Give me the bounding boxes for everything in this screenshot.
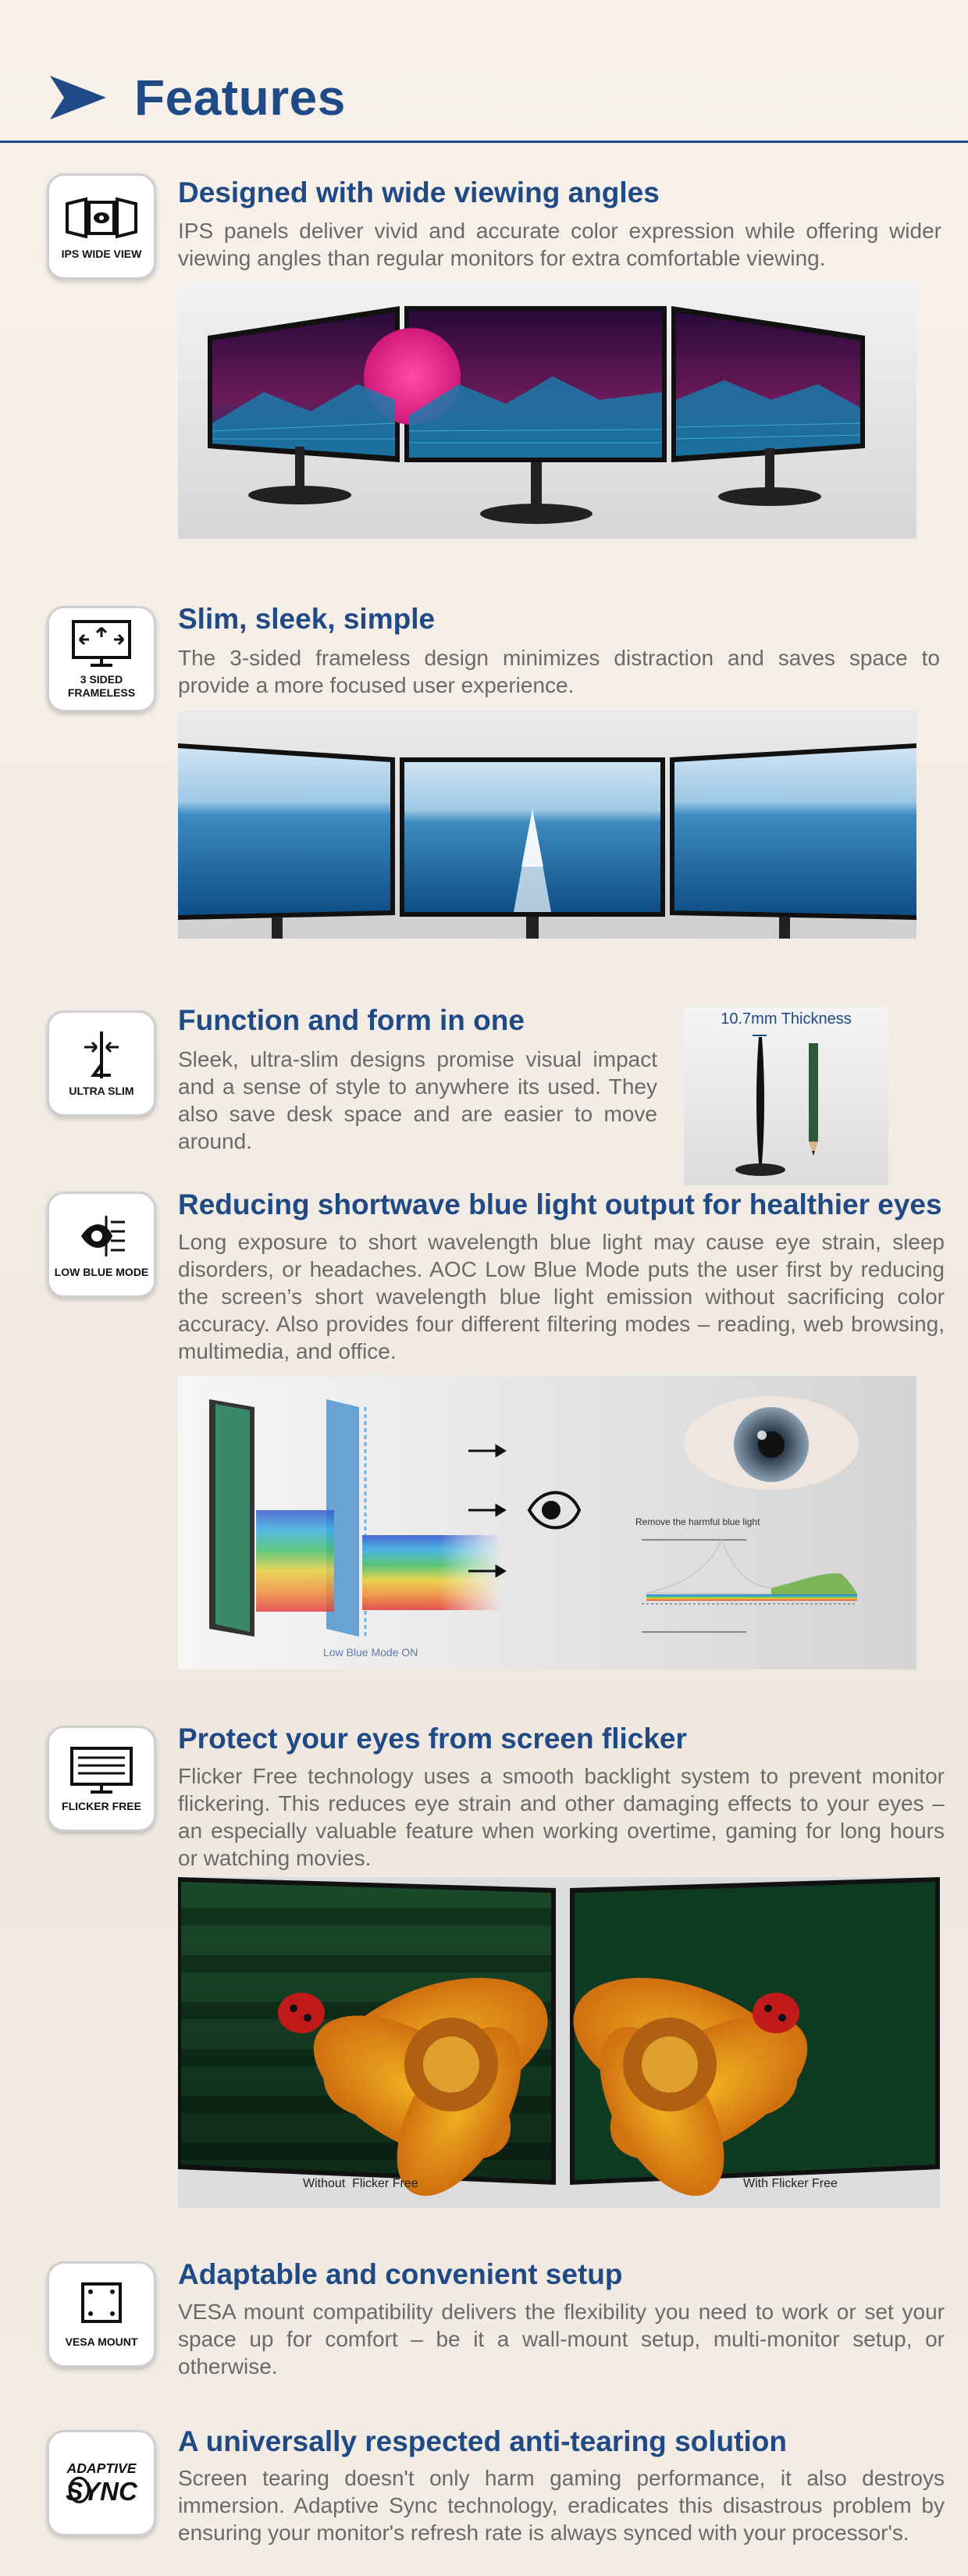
- arrow-right-icon: [47, 74, 109, 121]
- flicker-free-badge: [47, 1726, 156, 1832]
- thickness-caption: 10.7mm Thickness: [721, 1010, 852, 1028]
- frameless-monitors-image: [178, 711, 916, 939]
- low-blue-mode-badge: [47, 1192, 156, 1298]
- wide-viewing-monitors-image: [178, 283, 916, 539]
- adaptive-sync-badge: [47, 2430, 156, 2536]
- badge-label: ULTRA SLIM: [69, 1084, 134, 1097]
- ips-wide-view-icon: [62, 193, 141, 243]
- section-title: A universally respected anti-tearing solution: [178, 2425, 787, 2457]
- section-body: IPS panels deliver vivid and accurate color expression while offering wider viewing angles than regular monitors for extra comfortable viewing.: [178, 219, 941, 270]
- ultra-slim-badge: [47, 1010, 156, 1117]
- low-blue-mode-icon: [62, 1211, 141, 1261]
- section-title: Adaptable and convenient setup: [178, 2258, 623, 2290]
- section-body: Sleek, ultra-slim designs promise visual impact and a sense of style to anywhere its used. They also save desk space and are easier to move around.: [178, 1047, 657, 1153]
- section-body: Long exposure to short wavelength blue light may cause eye strain, sleep disorders, or headaches. AOC Low Blue Mode puts the user first by reducing the screen’s short wavelength blue light emission without sacrificing color accuracy. Also provides four different filtering modes – reading, web browsing, multimedia, and office.: [178, 1230, 945, 1363]
- svg-text:ADAPTIVE: ADAPTIVE: [66, 2460, 137, 2476]
- section-body: Screen tearing doesn't only harm gaming performance, it also destroys immersion. Adaptive Sync technology, eradicates this disastrous problem by ensuring your monitor's refresh rate is always synced with your processor's.: [178, 2466, 945, 2545]
- page-title-text: Features: [134, 69, 346, 126]
- thickness-image: [684, 1007, 888, 1185]
- flicker-free-icon: [62, 1745, 141, 1795]
- section-title: Designed with wide viewing angles: [178, 176, 660, 208]
- svg-text:SYNC: SYNC: [66, 2477, 137, 2506]
- section-title: Protect your eyes from screen flicker: [178, 1723, 687, 1755]
- section-body: Flicker Free technology uses a smooth backlight system to prevent monitor flickering. This reduces eye strain and other damaging effects to your eyes – an especially valuable feature when working overtime, gaming for long hours or watching movies.: [178, 1764, 945, 1870]
- vesa-mount-badge: [47, 2261, 156, 2368]
- remove-blue-light-label: Remove the harmful blue light: [635, 1516, 760, 1527]
- flicker-comparison-image: [178, 1877, 940, 2208]
- frameless-badge: [47, 606, 156, 712]
- frameless-icon: [62, 618, 141, 668]
- section-body: The 3-sided frameless design minimizes distraction and saves space to provide a more focused user experience.: [178, 646, 940, 697]
- badge-label: FLICKER FREE: [62, 1799, 141, 1812]
- section-title: Function and form in one: [178, 1004, 525, 1036]
- without-flicker-free-label: Without Flicker Free: [303, 2177, 418, 2190]
- with-flicker-free-label: With Flicker Free: [743, 2177, 838, 2190]
- badge-label: IPS WIDE VIEW: [61, 247, 142, 260]
- page-title: [47, 62, 346, 133]
- section-title: Slim, sleek, simple: [178, 603, 436, 635]
- badge-label: LOW BLUE MODE: [54, 1265, 149, 1278]
- badge-label: 3 SIDED FRAMELESS: [67, 673, 136, 699]
- title-divider: [0, 141, 968, 143]
- section-title: Reducing shortwave blue light output for healthier eyes: [178, 1188, 942, 1220]
- low-blue-mode-on-label: Low Blue Mode ON: [323, 1646, 418, 1659]
- ips-wide-view-badge: [47, 173, 156, 280]
- low-blue-light-image: [178, 1376, 916, 1669]
- vesa-mount-icon: [62, 2281, 141, 2331]
- ultra-slim-icon: [62, 1030, 141, 1080]
- section-body: VESA mount compatibility delivers the flexibility you need to work or set your space up for comfort – be it a wall-mount setup, multi-monitor setup, or otherwise.: [178, 2300, 945, 2378]
- adaptive-sync-logo-icon: [59, 2448, 144, 2518]
- badge-label: VESA MOUNT: [65, 2335, 138, 2348]
